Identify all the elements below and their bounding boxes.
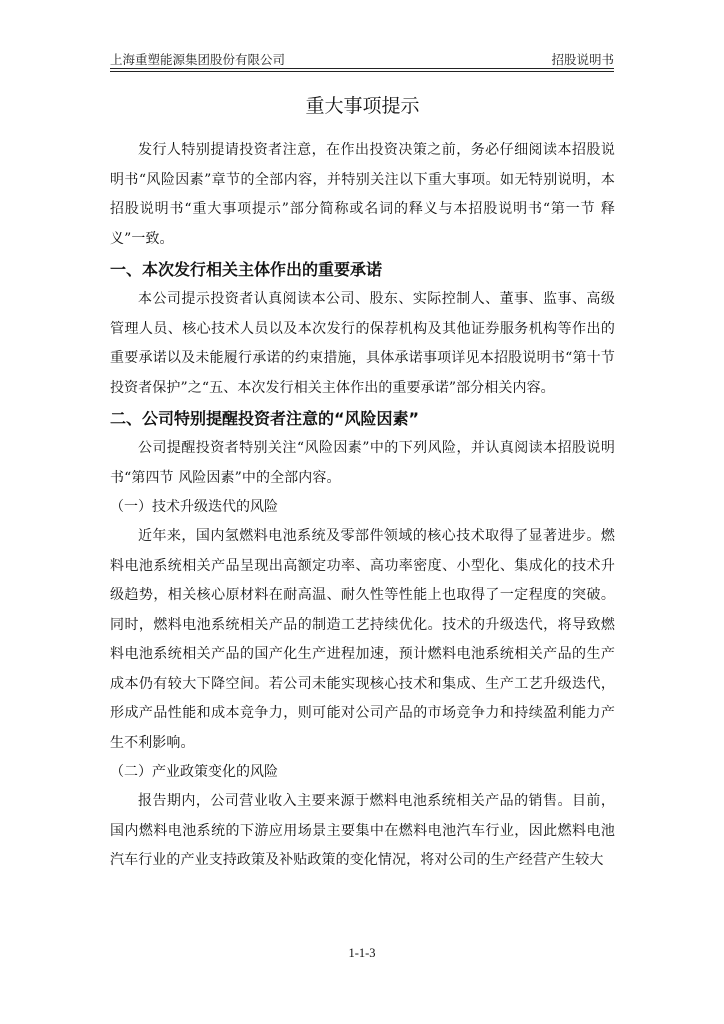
- page-header: [110, 50, 614, 70]
- commitments-paragraph: 本公司提示投资者认真阅读本公司、股东、实际控制人、董事、监事、高级管理人员、核心技术人员以及本次发行的保荐机构及其他证券服务机构等作出的重要承诺以及未能履行承诺的约束措施，具体承诺事项详见本招股说明书“第十节 投资者保护”之“五、本次发行相关主体作出的重要承诺”部分相关内容。: [110, 291, 615, 396]
- policy-risk-paragraph: 报告期内，公司营业收入主要来源于燃料电池系统相关产品的销售。目前，国内燃料电池系统的下游应用场景主要集中在燃料电池汽车行业，因此燃料电池汽车行业的产业支持政策及补贴政策的变化情况，将对公司的生产经营产生较大: [110, 793, 615, 868]
- header-document-type: 招股说明书: [551, 52, 614, 67]
- header-rule-thick: [110, 68, 614, 69]
- subsection-heading-policy-risk: （二）产业政策变化的风险: [110, 764, 278, 780]
- document-body: [110, 92, 615, 876]
- header-rule-thin: [110, 71, 614, 72]
- section-heading-risk-factors: 二、公司特别提醒投资者注意的“风险因素”: [110, 409, 420, 428]
- risk-factors-paragraph: 公司提醒投资者特别关注“风险因素”中的下列风险，并认真阅读本招股说明书“第四节 风险因素”中的全部内容。: [110, 440, 615, 486]
- header-company-name: 上海重塑能源集团股份有限公司: [110, 52, 286, 67]
- subsection-heading-tech-upgrade-risk: （一）技术升级迭代的风险: [110, 499, 278, 515]
- page-number: 1-1-3: [348, 946, 376, 960]
- intro-paragraph: 发行人特别提请投资者注意，在作出投资决策之前，务必仔细阅读本招股说明书“风险因素”章节的全部内容，并特别关注以下重大事项。如无特别说明，本招股说明书“重大事项提示”部分简称或名词的释义与本招股说明书“第一节 释义”一致。: [110, 142, 615, 247]
- tech-upgrade-risk-paragraph: 近年来，国内氢燃料电池系统及零部件领域的核心技术取得了显著进步。燃料电池系统相关产品呈现出高额定功率、高功率密度、小型化、集成化的技术升级趋势，相关核心原材料在耐高温、耐久性等性能上也取得了一定程度的突破。同时，燃料电池系统相关产品的制造工艺持续优化。技术的升级迭代，将导致燃料电池系统相关产品的国产化生产进程加速，预计燃料电池系统相关产品的生产成本仍有较大下降空间。若公司未能实现核心技术和集成、生产工艺升级迭代，形成产品性能和成本竞争力，则可能对公司产品的市场竞争力和持续盈利能力产生不利影响。: [110, 528, 615, 751]
- page-title: 重大事项提示: [305, 95, 420, 117]
- section-heading-commitments: 一、本次发行相关主体作出的重要承诺: [110, 260, 383, 279]
